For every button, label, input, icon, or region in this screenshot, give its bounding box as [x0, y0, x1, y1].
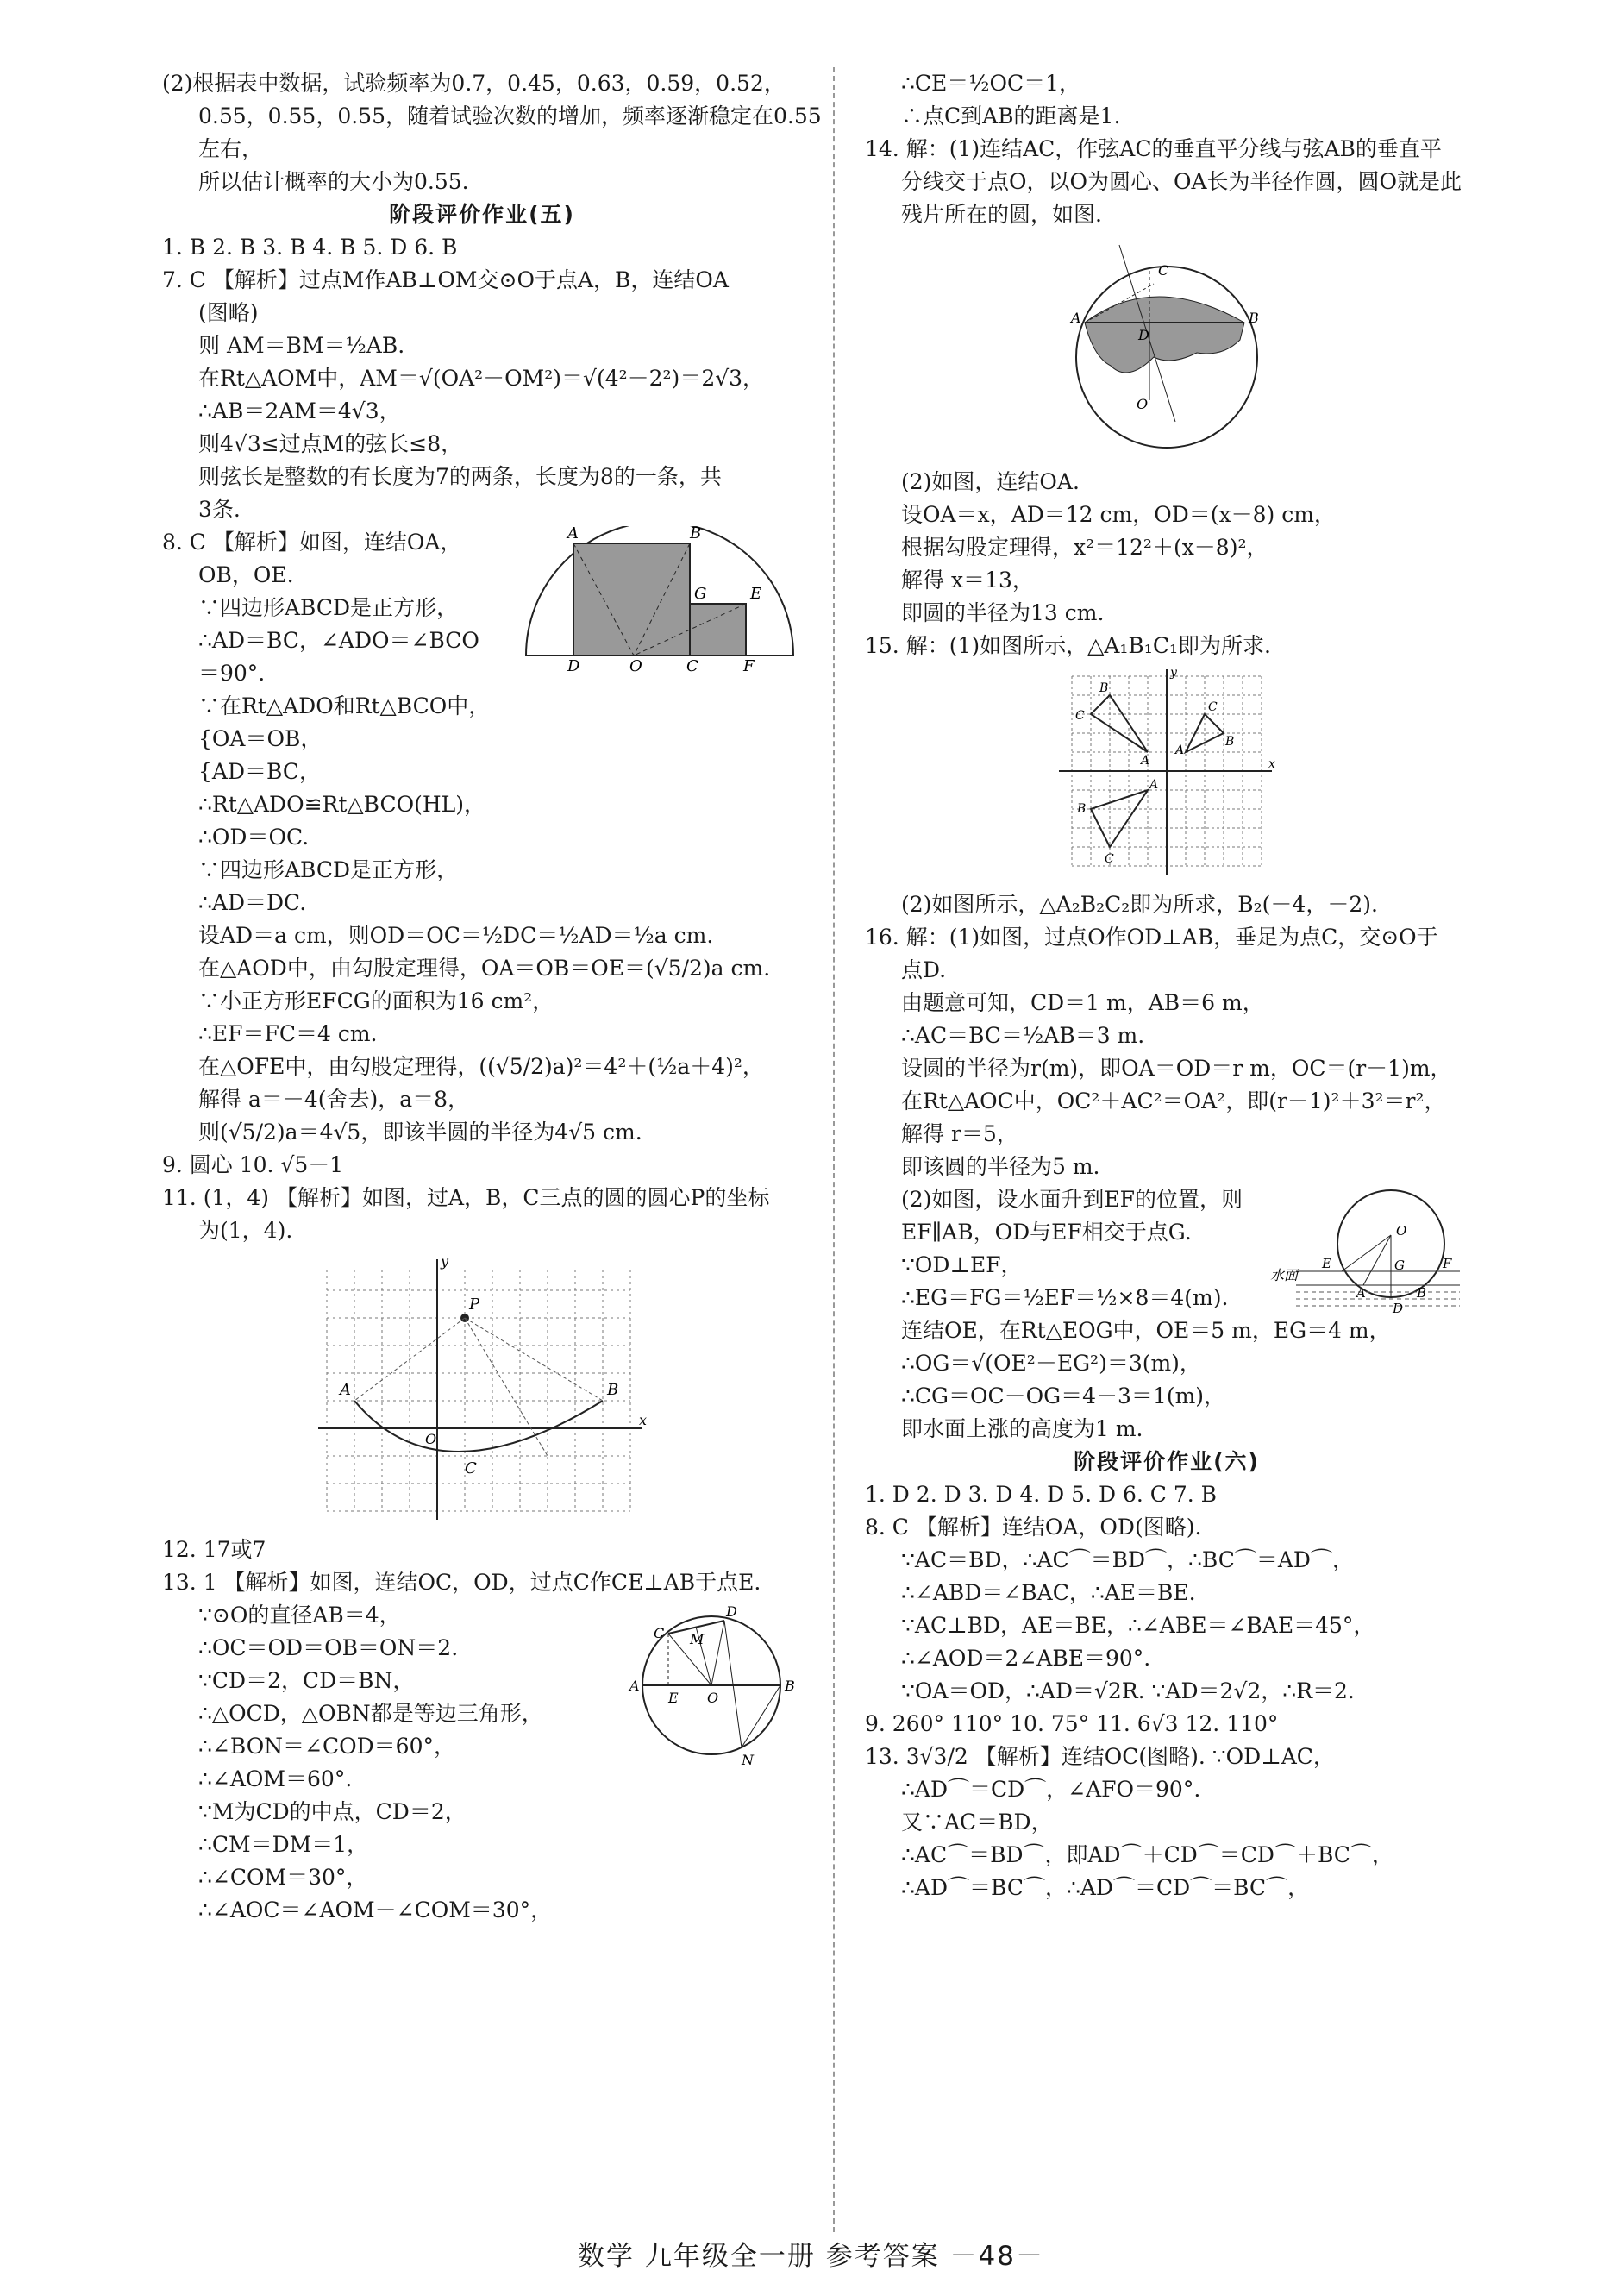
answer-line: ∴CE＝½OC＝1， — [901, 71, 1081, 96]
answer-line: 11. (1，4) 【解析】如图，过A，B，C三点的圆的圆心P的坐标 — [162, 1185, 770, 1210]
answer-line: ∵四边形ABCD是正方形， — [198, 857, 459, 882]
svg-text:N: N — [742, 1752, 754, 1768]
answer-line: 解得 r＝5， — [901, 1121, 1018, 1146]
figure-broken-circle-piece — [1059, 236, 1274, 461]
answer-line: ∴AD＝DC. — [198, 890, 307, 915]
answer-line: 即圆的半径为13 cm. — [901, 600, 1105, 625]
answer-line: ∴AB＝2AM＝4√3， — [198, 398, 401, 423]
svg-text:E: E — [668, 1690, 679, 1706]
answer-line: ∴Rt△ADO≌Rt△BCO(HL)， — [198, 792, 486, 817]
svg-text:x: x — [639, 1412, 648, 1428]
answer-line: 所以估计概率的大小为0.55. — [198, 169, 469, 194]
answer-line: 13. 1 【解析】如图，连结OC，OD，过点C作CE⊥AB于点E. — [162, 1570, 761, 1595]
answer-line: ∴AC⌒＝BD⌒，即AD⌒＋CD⌒＝CD⌒＋BC⌒， — [901, 1842, 1393, 1867]
answer-line: ∴∠BON＝∠COD＝60°， — [198, 1734, 455, 1759]
right-column — [865, 67, 1469, 1904]
answer-line: 解得 a＝－4(舍去)，a＝8， — [198, 1087, 470, 1112]
answer-line: (2)如图所示，△A₂B₂C₂即为所求，B₂(－4，－2). — [901, 892, 1378, 917]
figure-grid-triangles — [1055, 668, 1279, 883]
answer-line: 13. 3√3/2 【解析】连结OC(图略). ∵OD⊥AC， — [865, 1744, 1335, 1769]
svg-text:y: y — [441, 1253, 449, 1270]
answer-line: 点D. — [901, 957, 947, 982]
svg-text:A: A — [1141, 754, 1150, 768]
svg-text:O: O — [629, 657, 642, 673]
svg-text:B: B — [1225, 735, 1235, 749]
answer-line: 9. 圆心 10. √5－1 — [162, 1152, 344, 1177]
svg-text:G: G — [1394, 1258, 1405, 1273]
answer-line: ∴AC＝BC＝½AB＝3 m. — [901, 1023, 1145, 1048]
svg-text:y: y — [1170, 668, 1177, 680]
answer-line: 即该圆的半径为5 m. — [901, 1154, 1100, 1179]
answer-line: 9. 260° 110° 10. 75° 11. 6√3 12. 110° — [865, 1711, 1279, 1736]
answer-line: ∴∠AOM＝60°. — [198, 1766, 353, 1791]
svg-text:A: A — [1175, 743, 1185, 757]
answer-line: ∵在Rt△ADO和Rt△BCO中， — [198, 693, 491, 718]
answer-line: 设OA＝x，AD＝12 cm，OD＝(x－8) cm， — [901, 502, 1336, 527]
answer-line: {AD＝BC， — [198, 759, 321, 784]
answer-line: ∴AD⌒＝CD⌒，∠AFO＝90°. — [901, 1777, 1201, 1802]
svg-text:C: C — [654, 1625, 665, 1641]
svg-text:C: C — [686, 657, 698, 673]
svg-text:M: M — [690, 1631, 705, 1647]
answer-line: 1. D 2. D 3. D 4. D 5. D 6. C 7. B — [865, 1482, 1217, 1507]
answer-line: 左右， — [198, 136, 264, 161]
svg-text:A: A — [567, 526, 579, 543]
answer-line: 根据勾股定理得，x²＝12²＋(x－8)²， — [901, 535, 1268, 560]
figure-semicircle-squares — [517, 526, 802, 673]
answer-line: 则弦长是整数的有长度为7的两条，长度为8的一条，共 — [198, 464, 722, 489]
answer-line: {OA＝OB， — [198, 726, 323, 751]
page-footer: 数学 九年级全一册 参考答案 －48－ — [577, 2241, 1044, 2272]
answer-line: 0.55，0.55，0.55，随着试验次数的增加，频率逐渐稳定在0.55 — [198, 104, 822, 129]
answer-line: 8. C 【解析】连结OA，OD(图略). — [865, 1515, 1202, 1540]
svg-text:C: C — [1158, 262, 1169, 279]
svg-text:E: E — [750, 585, 762, 603]
svg-text:A: A — [1149, 778, 1159, 792]
answer-line: 在Rt△AOC中，OC²＋AC²＝OA²，即(r－1)²＋3²＝r²， — [901, 1088, 1446, 1113]
answer-line: 又∵AC＝BD， — [901, 1810, 1053, 1835]
answer-line: 1. B 2. B 3. B 4. B 5. D 6. B — [162, 235, 458, 260]
answer-line: 15. 解：(1)如图所示，△A₁B₁C₁即为所求. — [865, 633, 1271, 658]
answer-line: 在△AOD中，由勾股定理得，OA＝OB＝OE＝(√5/2)a cm. — [198, 956, 771, 981]
answer-line: ∴△OCD，△OBN都是等边三角形， — [198, 1701, 543, 1726]
answer-line: 为(1，4). — [198, 1218, 293, 1243]
answer-line: ∵小正方形EFCG的面积为16 cm²， — [198, 988, 554, 1013]
svg-text:C: C — [1105, 852, 1114, 866]
answer-line: ∵M为CD的中点，CD＝2， — [198, 1799, 467, 1824]
answer-line: ∴∠AOD＝2∠ABE＝90°. — [901, 1646, 1151, 1671]
answer-line: 解得 x＝13， — [901, 568, 1034, 593]
answer-line: ∵OD⊥EF， — [901, 1252, 1023, 1277]
answer-line: ∴AD＝BC，∠ADO＝∠BCO — [198, 628, 479, 653]
answer-line: ∴OC＝OD＝OB＝ON＝2. — [198, 1635, 459, 1660]
answer-line: 即水面上涨的高度为1 m. — [901, 1416, 1143, 1441]
answer-line: 在Rt△AOM中，AM＝√(OA²－OM²)＝√(4²－2²)＝2√3， — [198, 366, 765, 391]
svg-text:D: D — [1393, 1301, 1404, 1316]
svg-text:G: G — [694, 585, 707, 603]
answer-line: 则(√5/2)a＝4√5，即该半圆的半径为4√5 cm. — [198, 1120, 642, 1145]
answer-line: OB，OE. — [198, 562, 294, 587]
answer-line: ∴OD＝OC. — [198, 825, 310, 850]
svg-text:E: E — [1322, 1256, 1331, 1271]
answer-line: 16. 解：(1)如图，过点O作OD⊥AB，垂足为点C，交⊙O于 — [865, 925, 1438, 950]
answer-line: ∵AC＝BD，∴AC⌒＝BD⌒，∴BC⌒＝AD⌒， — [901, 1547, 1354, 1572]
answer-line: 分线交于点O，以O为圆心、OA长为半径作圆，圆O就是此 — [901, 169, 1462, 194]
answer-line: (2)如图，设水面升到EF的位置，则 — [901, 1187, 1243, 1212]
svg-text:B: B — [690, 526, 702, 543]
answer-line: 设圆的半径为r(m)，即OA＝OD＝r m，OC＝(r－1)m， — [901, 1056, 1452, 1081]
svg-text:D: D — [567, 657, 580, 673]
answer-line: EF∥AB，OD与EF相交于点G. — [901, 1220, 1192, 1245]
answer-line: ∵四边形ABCD是正方形， — [198, 595, 459, 620]
svg-text:A: A — [629, 1678, 640, 1694]
answer-line: 8. C 【解析】如图，连结OA， — [162, 530, 462, 555]
svg-text:B: B — [1249, 310, 1259, 326]
answer-line: 残片所在的圆，如图. — [901, 202, 1102, 227]
answer-line: 12. 17或7 — [162, 1537, 266, 1562]
answer-line: 由题意可知，CD＝1 m，AB＝6 m， — [901, 990, 1264, 1015]
svg-text:D: D — [1138, 327, 1149, 343]
water-surface-label: 水面 — [1270, 1267, 1299, 1283]
svg-text:B: B — [1099, 681, 1109, 695]
answer-line: 则4√3≤过点M的弦长≤8， — [198, 431, 463, 456]
answer-line: 则 AM＝BM＝½AB. — [198, 333, 405, 358]
answer-line: ∴AD⌒＝BC⌒，∴AD⌒＝CD⌒＝BC⌒， — [901, 1875, 1310, 1900]
answer-line: ∴OG＝√(OE²－EG²)＝3(m)， — [901, 1351, 1201, 1376]
answer-line: 阶段评价作业(六) — [1074, 1449, 1260, 1474]
answer-line: ∴CG＝OC－OG＝4－3＝1(m)， — [901, 1383, 1226, 1408]
answer-line: 阶段评价作业(五) — [389, 202, 575, 227]
answer-line: ∴∠AOC＝∠AOM－∠COM＝30°， — [198, 1898, 553, 1923]
svg-text:O: O — [707, 1690, 719, 1706]
answer-line: ∴EF＝FC＝4 cm. — [198, 1021, 378, 1046]
answer-line: (2)根据表中数据，试验频率为0.7，0.45，0.63，0.59，0.52， — [162, 71, 786, 96]
answer-line: ∴点C到AB的距离是1. — [901, 104, 1121, 129]
svg-text:F: F — [743, 657, 755, 673]
svg-text:D: D — [726, 1603, 737, 1620]
answer-line: 在△OFE中，由勾股定理得，((√5/2)a)²＝4²＋(½a＋4)²， — [198, 1054, 764, 1079]
answer-line: 14. 解：(1)连结AC，作弦AC的垂直平分线与弦AB的垂直平 — [865, 136, 1442, 161]
svg-text:B: B — [607, 1381, 619, 1399]
svg-text:B: B — [1077, 802, 1087, 816]
answer-line: 连结OE，在Rt△EOG中，OE＝5 m，EG＝4 m， — [901, 1318, 1391, 1343]
svg-text:B: B — [1417, 1285, 1427, 1301]
svg-text:P: P — [469, 1295, 480, 1314]
svg-text:F: F — [1443, 1256, 1452, 1271]
answer-line: ∴EG＝FG＝½EF＝½×8＝4(m). — [901, 1285, 1229, 1310]
svg-text:C: C — [1075, 709, 1085, 723]
svg-text:A: A — [1071, 310, 1081, 326]
answer-line: ∴∠COM＝30°， — [198, 1865, 368, 1890]
answer-line: 3条. — [198, 497, 241, 522]
svg-text:O: O — [1396, 1223, 1407, 1239]
answer-line: ∴∠ABD＝∠BAC，∴AE＝BE. — [901, 1580, 1196, 1605]
answer-line: ＝90°. — [198, 661, 266, 686]
left-column — [162, 67, 822, 1927]
answer-line: ∵OA＝OD，∴AD＝√2R. ∵AD＝2√2，∴R＝2. — [901, 1678, 1355, 1703]
answer-line: 7. C 【解析】过点M作AB⊥OM交⊙O于点A，B，连结OA — [162, 267, 729, 292]
svg-text:O: O — [425, 1431, 437, 1447]
column-divider — [833, 67, 835, 2232]
svg-text:x: x — [1268, 757, 1275, 771]
answer-line: ∵⊙O的直径AB＝4， — [198, 1603, 401, 1628]
answer-line: (2)如图，连结OA. — [901, 469, 1080, 494]
svg-text:A: A — [340, 1381, 351, 1399]
svg-text:B: B — [785, 1678, 795, 1694]
svg-text:C: C — [1208, 700, 1218, 714]
answer-line: (图略) — [198, 300, 259, 325]
figure-coordinate-parabola — [310, 1252, 654, 1528]
svg-text:A: A — [1356, 1285, 1366, 1301]
figure-circle-chords — [621, 1599, 802, 1772]
answer-line: ∵AC⊥BD，AE＝BE，∴∠ABE＝∠BAE＝45°， — [901, 1613, 1375, 1638]
svg-text:C: C — [465, 1459, 477, 1477]
answer-line: 设AD＝a cm，则OD＝OC＝½DC＝½AD＝½a cm. — [198, 923, 714, 948]
answer-line: ∴CM＝DM＝1， — [198, 1832, 369, 1857]
svg-text:O: O — [1137, 396, 1149, 412]
answer-line: ∵CD＝2，CD＝BN， — [198, 1668, 415, 1693]
